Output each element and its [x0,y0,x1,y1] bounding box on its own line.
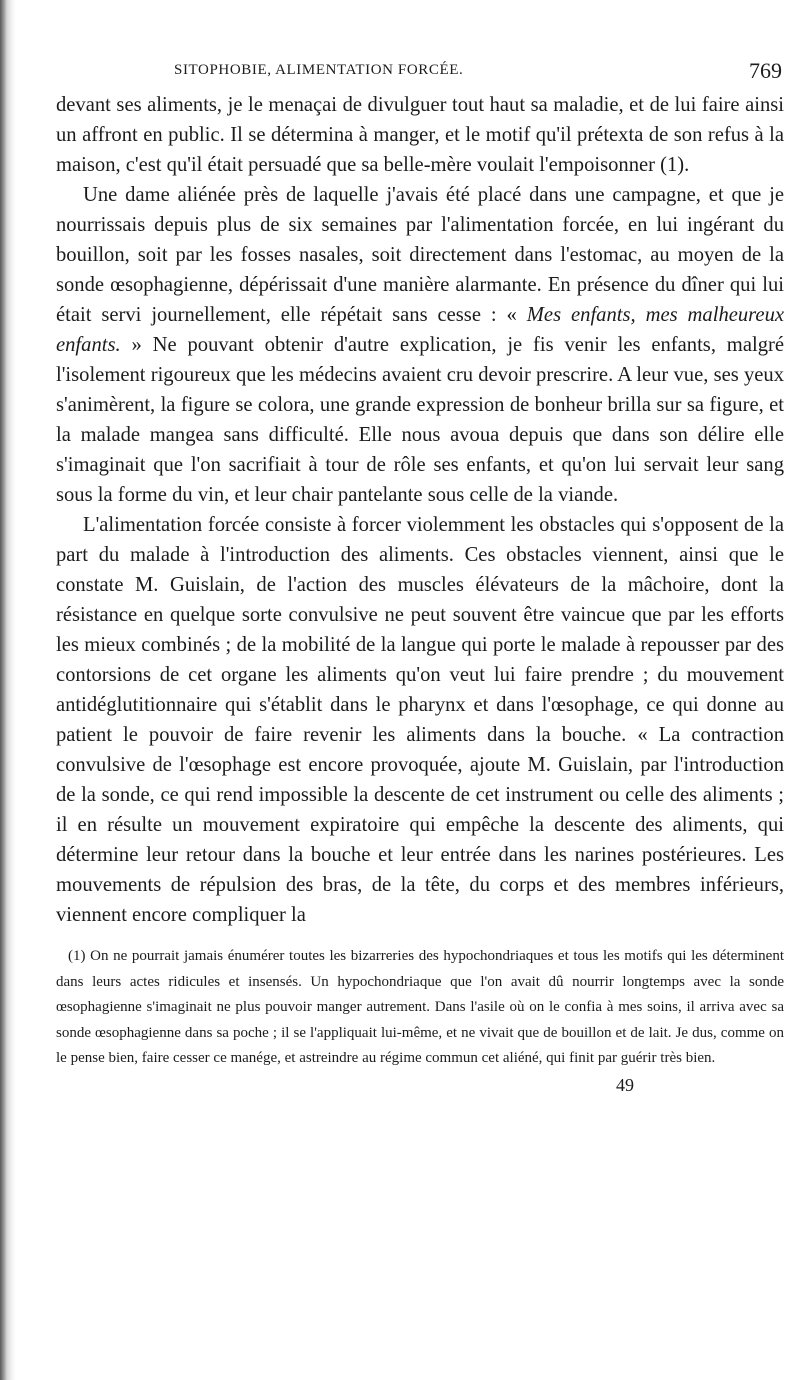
book-page [56,58,784,1096]
paragraph-2-text-before-quote: Une dame aliénée près de laquelle j'avais été placé dans une campagne, et que je nourrissais depuis plus de six semaines par l'alimentation forcée, en lui ingérant du bouillon, soit par les fosses nasales, soit directement dans l'estomac, au moyen de la sonde œsophagienne, dépérissait d'une manière alarmante. En présence du dîner qui lui était servi journellement, elle répétait sans cesse : « [56,184,784,326]
paragraph-3: L'alimentation forcée consiste à forcer violemment les obstacles qui s'opposent de la part du malade à l'introduction des aliments. Ces obstacles viennent, ainsi que le constate M. Guislain, de l'action des muscles élévateurs de la mâchoire, dont la résistance en quelque sorte convulsive ne peut souvent être vaincue que par les efforts les mieux combinés ; de la mobilité de la langue qui porte le malade à repousser par des contorsions de cet organe les aliments qu'on veut lui faire prendre ; du mouvement antidéglutitionnaire qui s'établit dans le pharynx et dans l'œsophage, ce qui donne au patient le pouvoir de faire revenir les aliments dans la bouche. « La contraction convulsive de l'œsophage est encore provoquée, ajoute M. Guislain, par l'introduction de la sonde, ce qui rend impossible la descente de cet instrument ou celle des aliments ; il en résulte un mouvement expiratoire qui empêche la descente des aliments, qui détermine leur retour dans la bouche et leur entrée dans les narines postérieures. Les mouvements de répulsion des bras, de la tête, du corps et des membres inférieurs, viennent encore compliquer la [56,514,784,926]
running-head-title: SITOPHOBIE, ALIMENTATION FORCÉE. [174,62,464,78]
signature-mark: 49 [616,1074,634,1095]
footnotes [56,944,784,1072]
paragraph-2-text-after-quote: » Ne pouvant obtenir d'autre explication, je fis venir les enfants, malgré l'isolement rigoureux que les médecins avaient cru devoir prescrire. A leur vue, ses yeux s'animèrent, la figure se colora, une grande expression de bonheur brilla sur sa figure, et la malade mangea sans difficulté. Elle nous avoua depuis que dans son délire elle s'imaginait que l'on sacrifiait à tour de rôle ses enfants, et qu'on lui servait leur sang sous la forme du vin, et leur chair pantelante sous celle de la viande. [56,334,784,506]
paragraph-1: devant ses aliments, je le menaçai de divulguer tout haut sa maladie, et de lui faire ainsi un affront en public. Il se détermina à manger, et le motif qu'il prétexta de son refus à la maison, c'est qu'il était persuadé que sa belle-mère voulait l'empoisonner (1). [56,94,784,176]
paragraph-2-italic-quote: Mes enfants, mes malheureux enfants. [56,304,785,356]
page-binding-edge [0,0,16,1380]
page-number: 769 [749,58,782,83]
paragraph-2 [56,180,784,510]
main-text [56,90,784,930]
footnote-1: (1) On ne pourrait jamais énumérer toutes les bizarreries des hypochondriaques et tous les motifs qui les déterminent dans leurs actes ridicules et insensés. Un hypochondriaque que l'on avait dû nourrir longtemps avec la sonde œsophagienne s'imaginait ne plus pouvoir manger autrement. Dans l'asile où on le confia à mes soins, il arriva avec sa sonde œsophagienne dans sa poche ; il se l'appliquait lui-même, et ne vivait que de bouillon et de lait. Je dus, comme on le pense bien, faire cesser ce manége, et astreindre au régime commun cet aliéné, qui finit par guérir très bien. [56,948,784,1067]
running-head [56,58,784,88]
